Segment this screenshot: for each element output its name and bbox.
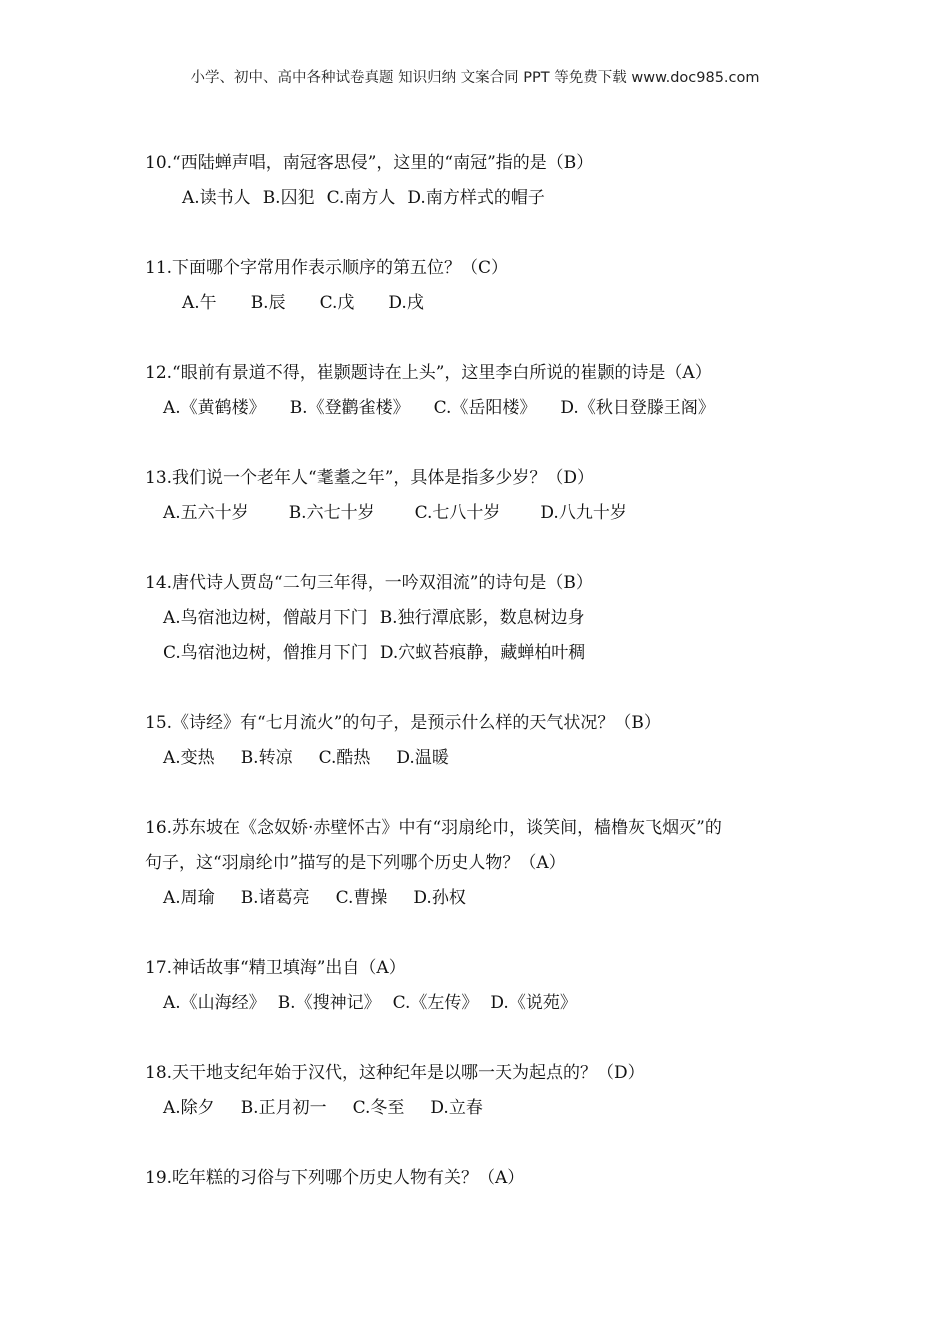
question-14 [145,566,825,671]
option-a: A.除夕 [163,1098,215,1118]
option-row [145,181,825,216]
option-b: B.《搜神记》 [277,993,381,1013]
option-d: D.温暖 [396,748,449,768]
option-row [145,391,825,426]
question-15 [145,706,825,776]
option-row [145,881,825,916]
option-b: B.转凉 [240,748,293,768]
option-d: D.《说苑》 [490,993,577,1013]
option-a: A.鸟宿池边树，僧敲月下门 [163,608,368,628]
option-b: B.《登鹳雀楼》 [289,398,410,418]
option-row [145,496,825,531]
option-c: C.酷热 [318,748,371,768]
option-c: C.戊 [319,293,355,313]
question-text: 14.唐代诗人贾岛“二句三年得，一吟双泪流”的诗句是（B） [145,573,593,593]
question-text: 16.苏东坡在《念奴娇·赤壁怀古》中有“羽扇纶巾，谈笑间，樯橹灰飞烟灭”的 [145,818,722,838]
option-c: C.曹操 [335,888,388,908]
question-18 [145,1056,825,1126]
option-b: B.诸葛亮 [240,888,310,908]
option-row [145,986,825,1021]
option-a: A.五六十岁 [163,503,249,523]
question-text: 19.吃年糕的习俗与下列哪个历史人物有关？（A） [145,1168,525,1188]
option-b: B.囚犯 [262,188,315,208]
option-a: A.周瑜 [163,888,215,908]
option-a: A.读书人 [182,188,251,208]
question-text: 15.《诗经》有“七月流火”的句子，是预示什么样的天气状况？（B） [145,713,661,733]
option-c: C.七八十岁 [414,503,501,523]
question-10 [145,146,825,216]
question-text: 18.天干地支纪年始于汉代，这种纪年是以哪一天为起点的？（D） [145,1063,645,1083]
question-list [145,146,825,1231]
question-text: 10.“西陆蝉声唱，南冠客思侵”，这里的“南冠”指的是（B） [145,153,594,173]
question-12 [145,356,825,426]
option-a: A.午 [182,293,217,313]
question-text-continued: 句子，这“羽扇纶巾”描写的是下列哪个历史人物？（A） [145,853,566,873]
option-a: A.《山海经》 [163,993,266,1013]
option-a: A.变热 [163,748,215,768]
option-d: D.穴蚁苔痕静，藏蝉柏叶稠 [379,643,586,663]
option-row [145,601,825,636]
question-19 [145,1161,825,1196]
option-c: C.鸟宿池边树，僧推月下门 [163,643,368,663]
option-row [145,1091,825,1126]
option-d: D.孙权 [413,888,466,908]
option-d: D.《秋日登滕王阁》 [560,398,715,418]
option-b: B.独行潭底影，数息树边身 [379,608,585,628]
option-c: C.冬至 [352,1098,405,1118]
option-row [145,636,825,671]
question-16 [145,811,825,916]
question-11 [145,251,825,321]
option-d: D.戌 [388,293,424,313]
option-row [145,286,825,321]
option-b: B.正月初一 [240,1098,327,1118]
option-row [145,741,825,776]
option-a: A.《黄鹤楼》 [163,398,266,418]
question-17 [145,951,825,1021]
question-text: 12.“眼前有景道不得，崔颢题诗在上头”，这里李白所说的崔颢的诗是（A） [145,363,712,383]
option-c: C.《左传》 [392,993,479,1013]
option-c: C.南方人 [326,188,396,208]
question-text: 17.神话故事“精卫填海”出自（A） [145,958,406,978]
page-header: 小学、初中、高中各种试卷真题 知识归纳 文案合同 PPT 等免费下载 www.doc985.com [190,70,760,86]
option-b: B.辰 [250,293,286,313]
option-d: D.南方样式的帽子 [407,188,545,208]
question-text: 11.下面哪个字常用作表示顺序的第五位？（C） [145,258,509,278]
option-d: D.八九十岁 [540,503,627,523]
option-c: C.《岳阳楼》 [433,398,537,418]
option-d: D.立春 [430,1098,483,1118]
question-text: 13.我们说一个老年人“耄耋之年”，具体是指多少岁？（D） [145,468,595,488]
question-13 [145,461,825,531]
option-b: B.六七十岁 [288,503,375,523]
